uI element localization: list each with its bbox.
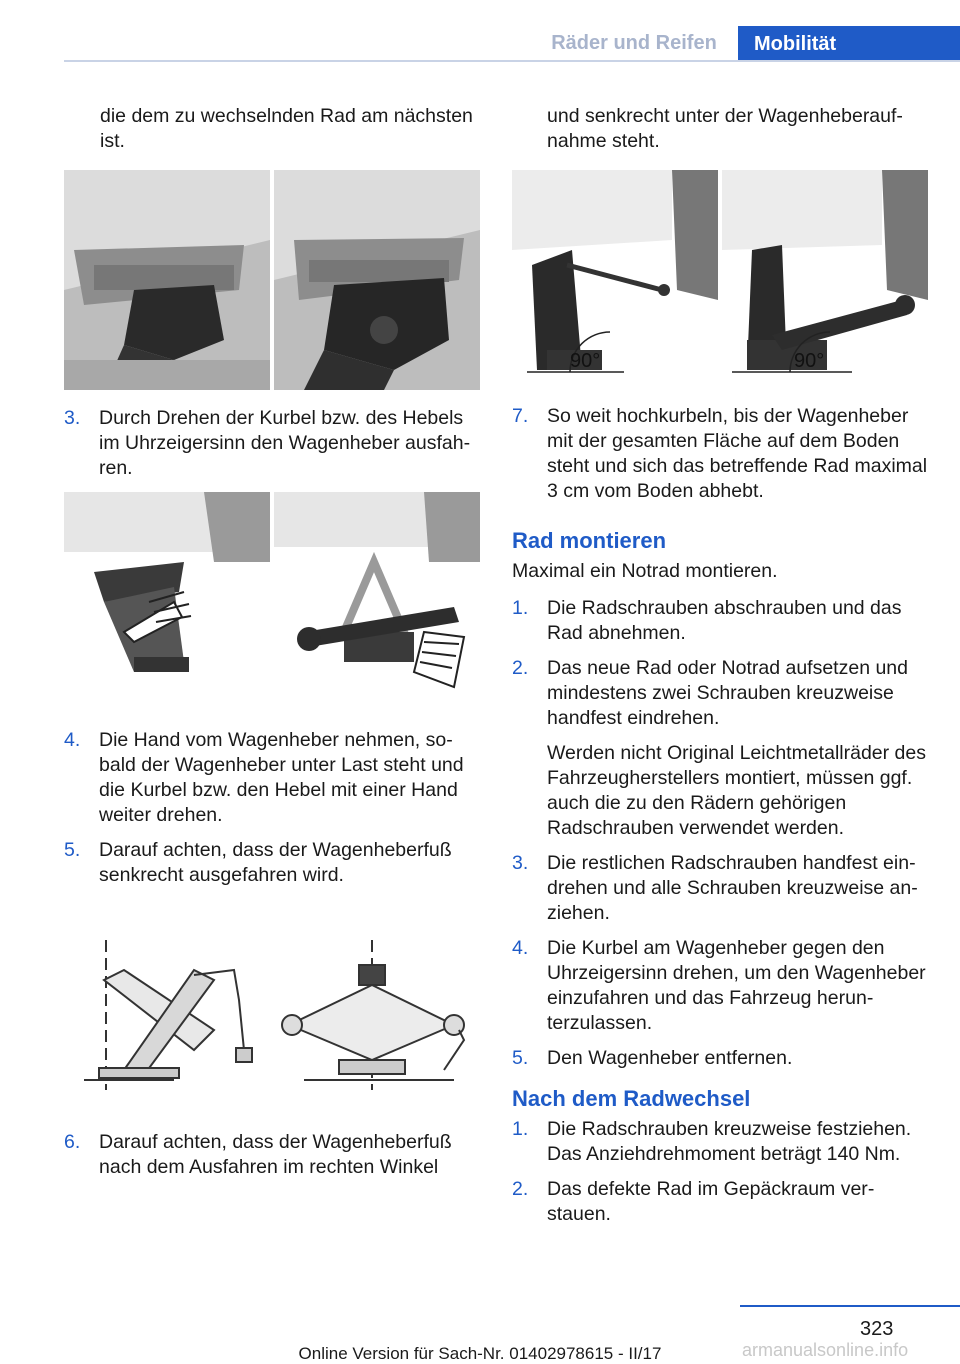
chapter-tab[interactable]: Mobilität bbox=[738, 26, 960, 62]
section-intro: Maximal ein Notrad montieren. bbox=[512, 560, 778, 582]
jack-placement-photos bbox=[64, 170, 480, 390]
step-text: Den Wagenheber entfernen. bbox=[547, 1047, 793, 1069]
jack-cranking-photo-2 bbox=[274, 492, 480, 692]
jack-vertical-illustration bbox=[64, 940, 480, 1090]
section-rad-montieren bbox=[512, 527, 928, 1071]
list-item bbox=[64, 406, 480, 481]
step-number: 4. bbox=[64, 729, 81, 751]
step-number: 1. bbox=[512, 1118, 529, 1140]
jack-right-angle-photos bbox=[512, 170, 928, 380]
right-intro bbox=[547, 104, 927, 154]
step-number: 2. bbox=[512, 657, 529, 679]
jack-cranking-illustration bbox=[64, 492, 480, 692]
angle-label: 90° bbox=[794, 350, 825, 372]
list-item bbox=[512, 1177, 928, 1227]
list-item bbox=[512, 851, 928, 926]
left-steps-4-5 bbox=[64, 728, 480, 888]
step-number: 4. bbox=[512, 937, 529, 959]
step-number: 2. bbox=[512, 1178, 529, 1200]
jack-right-angle-photo-1 bbox=[512, 170, 718, 380]
list-item bbox=[512, 596, 928, 646]
list-item bbox=[64, 838, 480, 888]
step-number: 5. bbox=[512, 1047, 529, 1069]
step-text: Die Kurbel am Wagenheber gegen den Uhrzeigersinn drehen, um den Wagenheber einzufahren und das Fahrzeug herunterzulassen. bbox=[547, 937, 926, 1034]
step-number: 3. bbox=[512, 852, 529, 874]
step-text: Darauf achten, dass der Wagenheberfuß nach dem Ausfahren im rechten Winkel bbox=[99, 1131, 452, 1178]
step-text: Durch Drehen der Kurbel bzw. des Hebels im Uhrzeigersinn den Wagenheber ausfahren. bbox=[99, 407, 471, 479]
list-item bbox=[512, 404, 928, 504]
list-item bbox=[64, 1130, 480, 1180]
list-item bbox=[512, 741, 928, 841]
step-number: 5. bbox=[64, 839, 81, 861]
section-heading: Rad montieren bbox=[512, 528, 667, 553]
step-text: Die Hand vom Wagenheber nehmen, sobald der Wagenheber unter Last steht und die Kurbel bzw. den Hebel mit einer Hand weiter drehen. bbox=[99, 729, 464, 826]
right-step-7 bbox=[512, 404, 928, 504]
footer-rule bbox=[740, 1305, 960, 1307]
left-step-6 bbox=[64, 1130, 480, 1180]
jack-placement-photo-2 bbox=[274, 170, 480, 390]
jack-right-angle-photo-2 bbox=[722, 170, 928, 380]
list-item bbox=[512, 1046, 928, 1071]
list-item bbox=[512, 656, 928, 731]
intro-text: und senkrecht unter der Wagenheberaufnahme steht. bbox=[547, 105, 903, 152]
step-number: 7. bbox=[512, 405, 529, 427]
intro-text: die dem zu wechselnden Rad am nächsten ist. bbox=[100, 105, 473, 152]
jack-placement-photo-1 bbox=[64, 170, 270, 390]
watermark: armanualsonline.info bbox=[742, 1340, 909, 1360]
step-number: 1. bbox=[512, 597, 529, 619]
step-text: So weit hochkurbeln, bis der Wagenheber mit der gesamten Fläche auf dem Boden steht und sich das betreffende Rad maximal 3 cm vom Boden abhebt. bbox=[547, 405, 928, 502]
list-item bbox=[512, 936, 928, 1036]
step-text: Das defekte Rad im Gepäckraum verstauen. bbox=[547, 1178, 875, 1225]
step-text: Die restlichen Radschrauben handfest eindrehen und alle Schrauben kreuzweise anziehen. bbox=[547, 852, 918, 924]
step-text: Die Radschrauben kreuzweise festziehen. Das Anziehdrehmoment beträgt 140 Nm. bbox=[547, 1118, 912, 1165]
step-text: Darauf achten, dass der Wagenheberfuß senkrecht ausgefahren wird. bbox=[99, 839, 452, 886]
left-step-3 bbox=[64, 406, 480, 481]
list-item bbox=[512, 1117, 928, 1167]
left-intro bbox=[100, 104, 480, 154]
page-number: 323 bbox=[860, 1318, 894, 1340]
step-text: Das neue Rad oder Notrad aufsetzen und mindestens zwei Schrauben kreuzweise handfest eindrehen. bbox=[547, 657, 908, 729]
header-rule bbox=[64, 60, 960, 62]
step-number: 3. bbox=[64, 407, 81, 429]
online-version-note: Online Version für Sach-Nr. 01402978615 - II/17 bbox=[298, 1344, 662, 1363]
section-tab[interactable]: Räder und Reifen bbox=[551, 32, 717, 54]
step-number bbox=[512, 741, 547, 841]
jack-cranking-photo-1 bbox=[64, 492, 270, 692]
angle-label: 90° bbox=[570, 350, 601, 372]
list-item bbox=[64, 728, 480, 828]
step-note-text: Werden nicht Original Leichtmetallräder des Fahrzeugherstellers montiert, müssen ggf. auch die zu den Rädern gehörigen Radschrauben verwendet werden. bbox=[547, 742, 926, 839]
step-number: 6. bbox=[64, 1131, 81, 1153]
step-text: Die Radschrauben abschrauben und das Rad abnehmen. bbox=[547, 597, 902, 644]
section-heading: Nach dem Radwechsel bbox=[512, 1086, 751, 1111]
section-nach-dem-radwechsel bbox=[512, 1085, 928, 1227]
